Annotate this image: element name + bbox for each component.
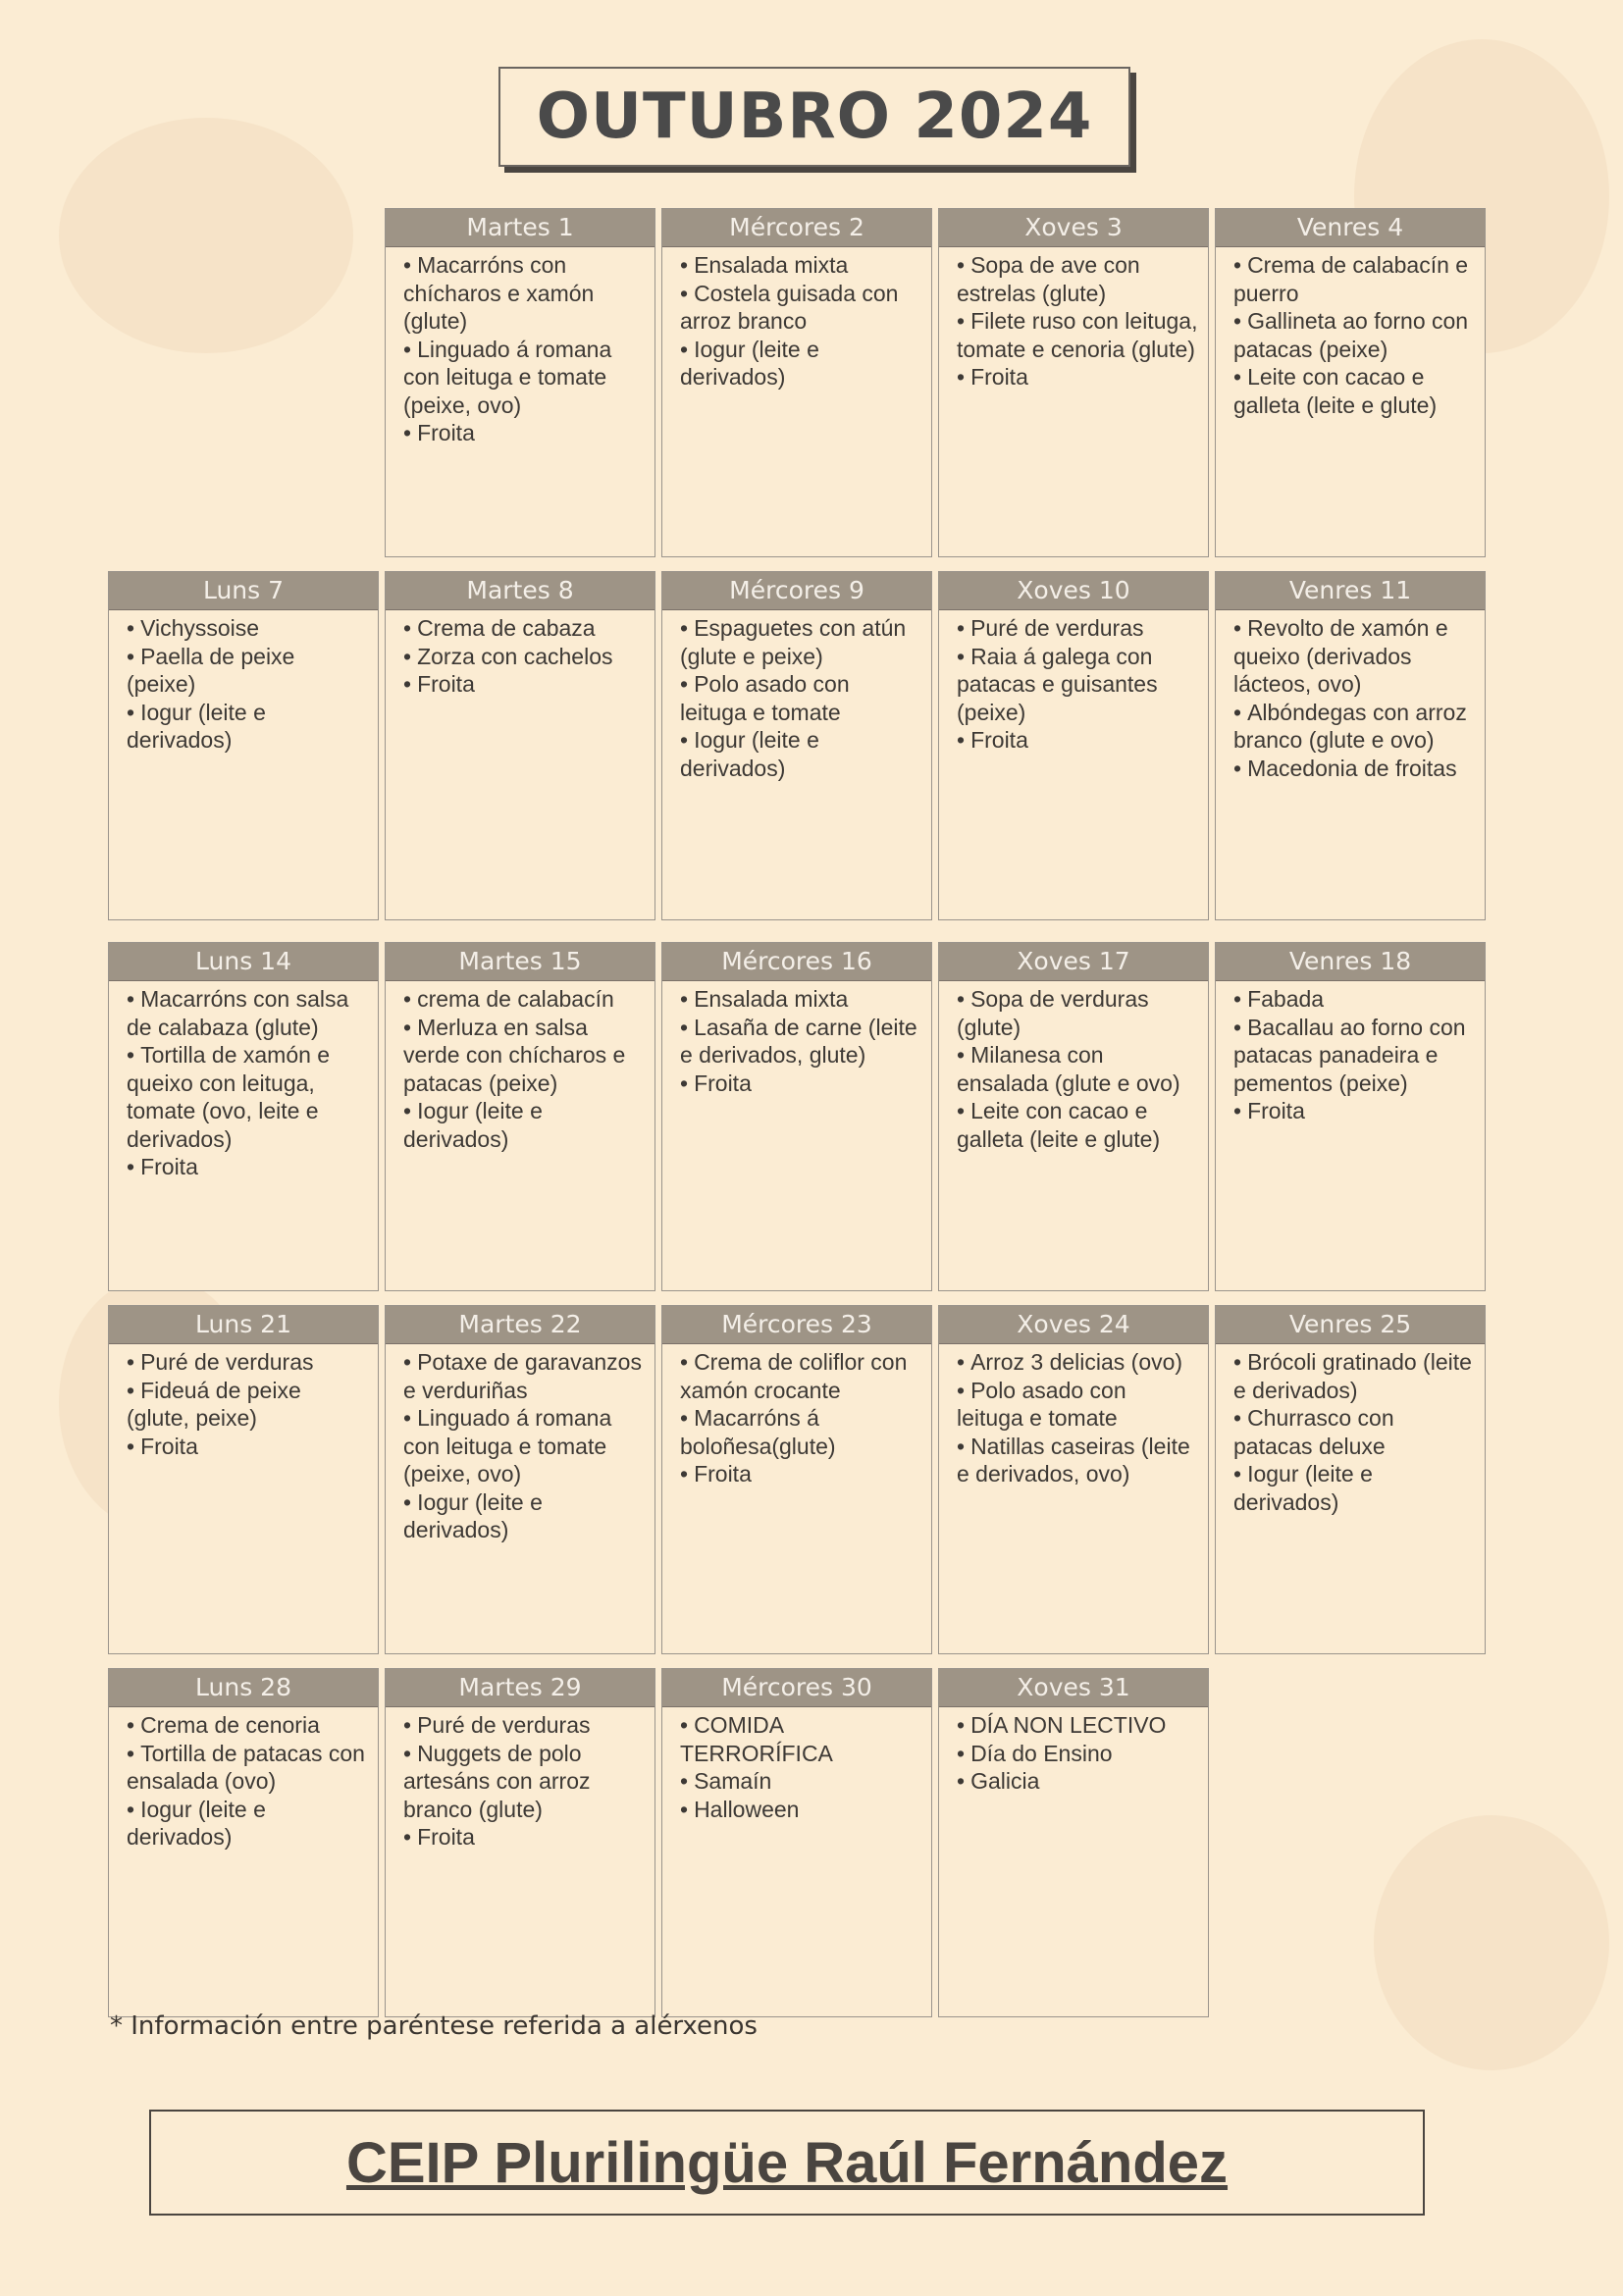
dish-item: • Crema de coliflor con xamón crocante [680, 1348, 921, 1404]
dish-item: • Churrasco con patacas deluxe [1233, 1404, 1475, 1460]
dish-item: • Sopa de ave con estrelas (glute) [957, 251, 1198, 307]
day-cell [938, 208, 1209, 557]
day-cell [938, 571, 1209, 920]
day-cell [108, 1305, 379, 1654]
dish-item: • Revolto de xamón e queixo (derivados lácteos, ovo) [1233, 614, 1475, 699]
day-cell [1215, 1305, 1486, 1654]
dish-item: • Iogur (leite e derivados) [403, 1097, 645, 1153]
day-cell [385, 1668, 655, 2017]
dish-item: • Vichyssoise [127, 614, 368, 643]
day-cell [1215, 208, 1486, 557]
dish-list [109, 1707, 378, 1852]
dish-list [662, 981, 931, 1097]
day-header: Venres 11 [1216, 572, 1485, 610]
dish-item: • Linguado á romana con leituga e tomate (peixe, ovo) [403, 1404, 645, 1488]
dish-item: • Froita [127, 1153, 368, 1181]
dish-item: • Halloween [680, 1796, 921, 1824]
dish-list [1216, 981, 1485, 1125]
dish-item: • Zorza con cachelos [403, 643, 645, 671]
dish-item: • crema de calabacín [403, 985, 645, 1014]
day-cell [938, 1305, 1209, 1654]
day-header: Xoves 10 [939, 572, 1208, 610]
day-cell [385, 208, 655, 557]
dish-list [939, 1707, 1208, 1796]
day-header: Mércores 23 [662, 1306, 931, 1344]
school-name: CEIP Plurilingüe Raúl Fernández [345, 2130, 1229, 2195]
dish-item: • Iogur (leite e derivados) [127, 1796, 368, 1852]
day-cell [108, 942, 379, 1291]
page-title: OUTUBRO 2024 [536, 80, 1093, 153]
day-cell [108, 571, 379, 920]
day-header: Martes 15 [386, 943, 654, 981]
dish-item: • Natillas caseiras (leite e derivados, ovo) [957, 1433, 1198, 1488]
day-cell [661, 1305, 932, 1654]
day-header: Luns 28 [109, 1669, 378, 1707]
day-cell [1215, 942, 1486, 1291]
dish-list [939, 247, 1208, 391]
dish-item: • Paella de peixe (peixe) [127, 643, 368, 699]
dish-list [662, 610, 931, 782]
dish-item: • Iogur (leite e derivados) [1233, 1460, 1475, 1516]
day-cell [661, 1668, 932, 2017]
day-header: Venres 4 [1216, 209, 1485, 247]
day-header: Mércores 2 [662, 209, 931, 247]
dish-list [386, 247, 654, 447]
day-header: Luns 7 [109, 572, 378, 610]
dish-item: • Espaguetes con atún (glute e peixe) [680, 614, 921, 670]
dish-item: • Leite con cacao e galleta (leite e glute) [957, 1097, 1198, 1153]
day-header: Martes 8 [386, 572, 654, 610]
dish-item: • Potaxe de garavanzos e verduriñas [403, 1348, 645, 1404]
dish-item: • Macarróns á boloñesa(glute) [680, 1404, 921, 1460]
day-cell [385, 571, 655, 920]
dish-item: • Puré de verduras [127, 1348, 368, 1377]
dish-list [109, 610, 378, 755]
day-header: Xoves 17 [939, 943, 1208, 981]
dish-item: • Puré de verduras [957, 614, 1198, 643]
allergen-note: * Información entre paréntese referida a alérxenos [110, 2011, 758, 2041]
dish-item: • COMIDA TERRORÍFICA [680, 1711, 921, 1767]
dish-item: • Froita [1233, 1097, 1475, 1125]
dish-item: • DÍA NON LECTIVO [957, 1711, 1198, 1740]
dish-item: • Iogur (leite e derivados) [127, 699, 368, 755]
dish-item: • Nuggets de polo artesáns con arroz branco (glute) [403, 1740, 645, 1824]
dish-list [1216, 247, 1485, 419]
dish-item: • Polo asado con leituga e tomate [957, 1377, 1198, 1433]
day-header: Martes 1 [386, 209, 654, 247]
dish-item: • Fabada [1233, 985, 1475, 1014]
dish-item: • Costela guisada con arroz branco [680, 280, 921, 336]
dish-list [662, 1707, 931, 1823]
dish-item: • Bacallau ao forno con patacas panadeira e pementos (peixe) [1233, 1014, 1475, 1098]
day-header: Venres 18 [1216, 943, 1485, 981]
day-cell [385, 942, 655, 1291]
background-decoration [1374, 1815, 1609, 2070]
dish-list [662, 1344, 931, 1488]
dish-item: • Froita [957, 363, 1198, 391]
day-cell [385, 1305, 655, 1654]
dish-item: • Tortilla de xamón e queixo con leituga, tomate (ovo, leite e derivados) [127, 1041, 368, 1153]
dish-item: • Raia á galega con patacas e guisantes (peixe) [957, 643, 1198, 727]
dish-list [109, 1344, 378, 1460]
dish-item: • Galicia [957, 1767, 1198, 1796]
day-cell [661, 942, 932, 1291]
dish-list [386, 1707, 654, 1852]
dish-item: • Froita [127, 1433, 368, 1461]
dish-list [386, 1344, 654, 1544]
dish-item: • Crema de calabacín e puerro [1233, 251, 1475, 307]
dish-list [386, 610, 654, 699]
dish-item: • Froita [403, 1823, 645, 1852]
day-cell [1215, 571, 1486, 920]
day-cell [661, 208, 932, 557]
dish-item: • Froita [403, 419, 645, 447]
dish-item: • Macarróns con salsa de calabaza (glute) [127, 985, 368, 1041]
title-box [498, 67, 1130, 167]
dish-item: • Iogur (leite e derivados) [680, 726, 921, 782]
dish-list [1216, 1344, 1485, 1516]
day-header: Luns 14 [109, 943, 378, 981]
dish-item: • Froita [680, 1460, 921, 1488]
dish-item: • Froita [403, 670, 645, 699]
day-header: Martes 22 [386, 1306, 654, 1344]
day-header: Mércores 30 [662, 1669, 931, 1707]
dish-list [939, 981, 1208, 1153]
dish-list [386, 981, 654, 1153]
dish-item: • Ensalada mixta [680, 251, 921, 280]
dish-list [662, 247, 931, 391]
dish-item: • Leite con cacao e galleta (leite e glute) [1233, 363, 1475, 419]
dish-list [939, 610, 1208, 755]
dish-item: • Froita [957, 726, 1198, 755]
dish-item: • Macarróns con chícharos e xamón (glute) [403, 251, 645, 336]
dish-list [109, 981, 378, 1181]
dish-item: • Fideuá de peixe (glute, peixe) [127, 1377, 368, 1433]
day-header: Luns 21 [109, 1306, 378, 1344]
dish-item: • Merluza en salsa verde con chícharos e patacas (peixe) [403, 1014, 645, 1098]
dish-item: • Día do Ensino [957, 1740, 1198, 1768]
day-cell [938, 1668, 1209, 2017]
dish-list [939, 1344, 1208, 1488]
dish-item: • Brócoli gratinado (leite e derivados) [1233, 1348, 1475, 1404]
day-header: Xoves 3 [939, 209, 1208, 247]
dish-item: • Milanesa con ensalada (glute e ovo) [957, 1041, 1198, 1097]
dish-item: • Samaín [680, 1767, 921, 1796]
dish-item: • Polo asado con leituga e tomate [680, 670, 921, 726]
dish-item: • Lasaña de carne (leite e derivados, glute) [680, 1014, 921, 1070]
day-header: Xoves 31 [939, 1669, 1208, 1707]
day-cell [938, 942, 1209, 1291]
day-header: Martes 29 [386, 1669, 654, 1707]
dish-item: • Gallineta ao forno con patacas (peixe) [1233, 307, 1475, 363]
day-header: Mércores 16 [662, 943, 931, 981]
school-name-box [149, 2110, 1425, 2216]
day-cell [661, 571, 932, 920]
dish-item: • Sopa de verduras (glute) [957, 985, 1198, 1041]
dish-item: • Froita [680, 1070, 921, 1098]
day-cell [108, 1668, 379, 2017]
dish-item: • Crema de cenoria [127, 1711, 368, 1740]
day-header: Mércores 9 [662, 572, 931, 610]
dish-item: • Iogur (leite e derivados) [680, 336, 921, 391]
dish-item: • Filete ruso con leituga, tomate e cenoria (glute) [957, 307, 1198, 363]
dish-item: • Tortilla de patacas con ensalada (ovo) [127, 1740, 368, 1796]
dish-item: • Crema de cabaza [403, 614, 645, 643]
background-decoration [59, 118, 353, 353]
dish-item: • Linguado á romana con leituga e tomate (peixe, ovo) [403, 336, 645, 420]
dish-item: • Iogur (leite e derivados) [403, 1488, 645, 1544]
day-header: Venres 25 [1216, 1306, 1485, 1344]
dish-item: • Ensalada mixta [680, 985, 921, 1014]
dish-item: • Albóndegas con arroz branco (glute e ovo) [1233, 699, 1475, 755]
dish-list [1216, 610, 1485, 782]
dish-item: • Arroz 3 delicias (ovo) [957, 1348, 1198, 1377]
day-header: Xoves 24 [939, 1306, 1208, 1344]
dish-item: • Puré de verduras [403, 1711, 645, 1740]
dish-item: • Macedonia de froitas [1233, 755, 1475, 783]
